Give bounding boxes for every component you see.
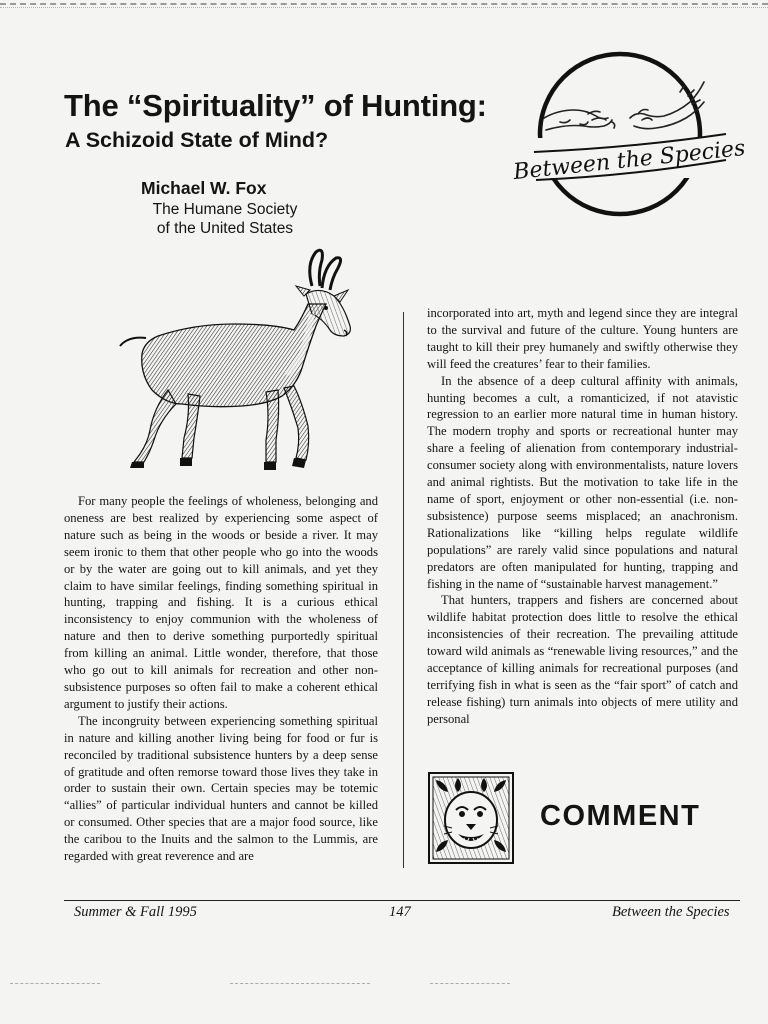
footer-rule: [64, 900, 740, 901]
scan-bottom-mark: [10, 983, 100, 984]
article-title: The “Spirituality” of Hunting:: [64, 88, 487, 123]
author-name: Michael W. Fox: [141, 178, 267, 198]
paragraph: In the absence of a deep cultural affinity with animals, hunting becomes a cult, a romanticized, if not atavistic regression to an earlier more natural time in human history. The modern trophy and sports or recreational hunter may share a feeling of alienation from contemporary industrial-consumer society along with environmentalists, nature lovers and animal rightists. But the motivation to take life in the name of sport, enjoyment or other non-essential (i.e. non-subsistence) purpose seems misplaced; an anachronism. Rationalizations like “killing helps regulate wildlife populations” are rarely valid since populations and natural predators are often manipulated for hunting, trapping and fishing in the name of “sustainable harvest management.”: [427, 373, 738, 591]
paragraph: For many people the feelings of wholeness, belonging and oneness are best realized by experiencing some aspect of nature such as being in the woods or beside a river. It may seem ironic to them that other people who go into the woods or by the water are going out to kill animals, and yet they claim to have similar feelings, finding something spiritual in hunting, trapping and fishing. It is a curious ethical inconsistency to enjoy communion with the wholeness of nature and then to derive something purportedly spiritual from killing an animal. Little wonder, therefore, that those who go out to kill animals for recreation and other non-subsistence purposes so often fail to make a coherent ethical argument to justify their actions.: [64, 494, 378, 711]
scan-top-border-faint: [0, 7, 768, 8]
footer-journal: Between the Species: [612, 904, 730, 920]
author-affiliation-line2: of the United States: [156, 220, 294, 237]
article-subtitle: A Schizoid State of Mind?: [65, 128, 329, 152]
antelope-illustration: [116, 246, 366, 480]
footer-page-number: 147: [389, 904, 411, 920]
antelope-drawing-icon: [116, 246, 366, 480]
section-label: COMMENT: [540, 800, 701, 832]
scan-bottom-mark: [230, 983, 370, 984]
scan-top-border: [0, 3, 768, 5]
between-the-species-logo: [512, 52, 747, 220]
body-right-column: [427, 305, 738, 728]
hands-reaching-logo-icon: [544, 82, 704, 130]
logo-text: Between the Species: [512, 135, 747, 186]
scan-bottom-mark: [430, 983, 510, 984]
lion-face-ornament-icon: [428, 772, 514, 864]
paragraph: incorporated into art, myth and legend since they are integral to the survival and future of the culture. Young hunters are taught to kill their prey humanely and swiftly otherwise they will feed the creatures’ fear to their families.: [427, 306, 738, 371]
body-left-column: [64, 493, 378, 865]
column-divider: [403, 312, 404, 868]
paragraph: That hunters, trappers and fishers are concerned about wildlife habitat protection does little to resolve the ethical inconsistencies of their recreation. The prevailing attitude toward wild animals as “renewable living resources,” and the acceptance of killing animals for recreational purposes (and terrifying fish in what is seen as the “fair sport” of catch and release fishing) turn animals into objects of mere utility and personal: [427, 593, 738, 726]
footer-issue: Summer & Fall 1995: [74, 904, 197, 920]
paragraph: The incongruity between experiencing something spiritual in nature and killing another living being for food or fur is reconciled by traditional subsistence hunters by a deep sense of gratitude and often remorse toward those lives they take in order to sustain their own. Certain species may be totemic “allies” of particular individual hunters and cannot be killed or consumed. Other species that are a major food source, like the caribou to the Inuits and the salmon to the Lummis, are regarded with great reverence and are: [64, 713, 378, 864]
author-affiliation-line1: The Humane Society: [152, 201, 298, 218]
